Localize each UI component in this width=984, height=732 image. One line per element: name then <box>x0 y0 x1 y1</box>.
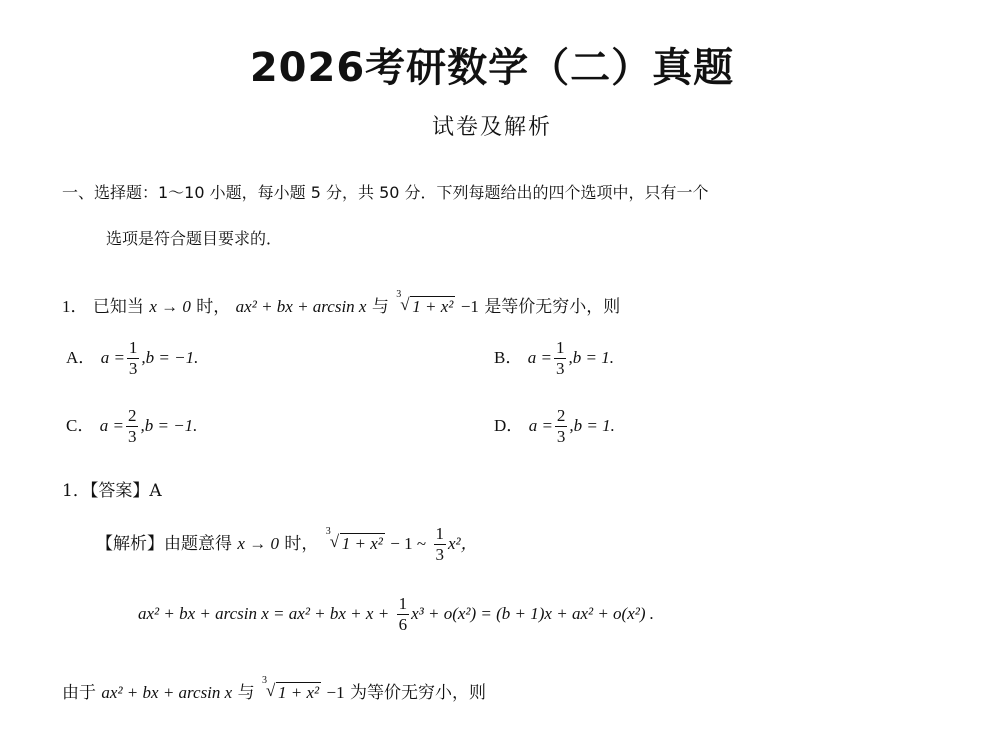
last-minus: −1 <box>326 683 345 702</box>
fraction-denominator: 3 <box>128 359 138 378</box>
option-d: D． a = $\frac{2}{3}$ ,b = 1. <box>494 406 615 446</box>
root-index: 3 <box>396 289 402 300</box>
option-b-value: b = 1. <box>573 416 615 435</box>
equation-left: ax² + bx + arcsin x = ax² + bx + x + <box>138 604 390 623</box>
equation-right: x³ + o(x²) = (b + 1)x + ax² + o(x²) . <box>411 604 655 623</box>
analysis-tail: x²， <box>448 534 478 553</box>
option-b-value: b = −1. <box>144 416 198 435</box>
option-fraction <box>554 338 567 379</box>
answer-label: 1．【答案】A <box>62 481 162 501</box>
option-fraction <box>127 338 140 379</box>
question-time-word: 时， <box>196 297 231 317</box>
fraction-numerator: 2 <box>556 406 566 425</box>
fraction-numerator: 1 <box>555 338 565 357</box>
analysis-label: 【解析】 <box>96 534 164 554</box>
fraction-denominator: 3 <box>435 545 444 564</box>
last-suffix: 为等价无穷小，则 <box>350 683 487 703</box>
option-fraction <box>126 406 139 447</box>
option-c: C． a = $\frac{2}{3}$ ,b = −1. <box>66 406 198 446</box>
analysis-approx: − 1 ~ <box>390 534 427 553</box>
radicand: 1 + x² <box>341 534 383 553</box>
radicand: 1 + x² <box>412 297 454 316</box>
last-and: 与 <box>237 683 255 703</box>
radical-sign: √ <box>266 681 276 700</box>
analysis-last-line <box>62 675 487 703</box>
page-title: 2026考研数学（二）真题 <box>249 45 735 91</box>
fraction-numerator: 2 <box>127 406 137 425</box>
root-index: 3 <box>262 675 268 686</box>
analysis-line <box>96 524 478 565</box>
section-heading-line1: 一、选择题：1～10 小题，每小题 5 分，共 50 分．下列每题给出的四个选项中，只有一个 <box>62 183 709 202</box>
analysis-text: 由题意得 <box>164 534 232 554</box>
question-prefix: 已知当 <box>92 297 144 317</box>
fraction-numerator: 1 <box>398 594 408 613</box>
question-expression: ax² + bx + arcsin x <box>235 297 367 316</box>
option-b-value: b = 1. <box>572 348 614 367</box>
option-b: B． a = $\frac{1}{3}$ ,b = 1. <box>494 338 614 378</box>
last-prefix: 由于 <box>62 683 96 703</box>
fraction-denominator: 3 <box>127 427 137 446</box>
option-label: D． <box>494 416 524 435</box>
equation-fraction <box>397 594 410 635</box>
fraction-denominator: 6 <box>398 615 408 634</box>
analysis-limit: x → 0 <box>237 534 279 553</box>
page-subtitle: 试卷及解析 <box>431 115 552 140</box>
option-label: C． <box>66 416 95 435</box>
question-suffix: 是等价无穷小，则 <box>484 297 621 317</box>
cube-root <box>262 675 321 703</box>
option-b-value: b = −1. <box>145 348 199 367</box>
radical-sign: √ <box>329 532 340 551</box>
question-1-stem <box>62 289 621 317</box>
option-a: A． a = $\frac{1}{3}$ ,b = −1. <box>66 338 199 378</box>
root-index: 3 <box>325 526 331 537</box>
option-label: A． <box>66 348 96 367</box>
minus-one: −1 <box>460 297 479 316</box>
radicand: 1 + x² <box>278 683 320 702</box>
question-and-word: 与 <box>371 297 389 317</box>
option-fraction <box>555 406 568 447</box>
section-heading-line2: 选项是符合题目要求的． <box>106 229 283 248</box>
question-limit: x → 0 <box>149 297 191 316</box>
fraction-denominator: 3 <box>555 359 565 378</box>
cube-root <box>396 289 455 317</box>
option-label: B． <box>494 348 523 367</box>
fraction-denominator: 3 <box>556 427 566 446</box>
cube-root <box>325 526 385 554</box>
last-expression: ax² + bx + arcsin x <box>101 683 233 702</box>
radical-sign: √ <box>400 295 410 314</box>
analysis-time-word: 时， <box>284 534 319 554</box>
analysis-equation <box>138 594 654 635</box>
fraction-numerator: 1 <box>435 524 444 543</box>
fraction-numerator: 1 <box>128 338 138 357</box>
analysis-fraction <box>434 524 447 565</box>
question-number: 1． <box>62 297 88 316</box>
